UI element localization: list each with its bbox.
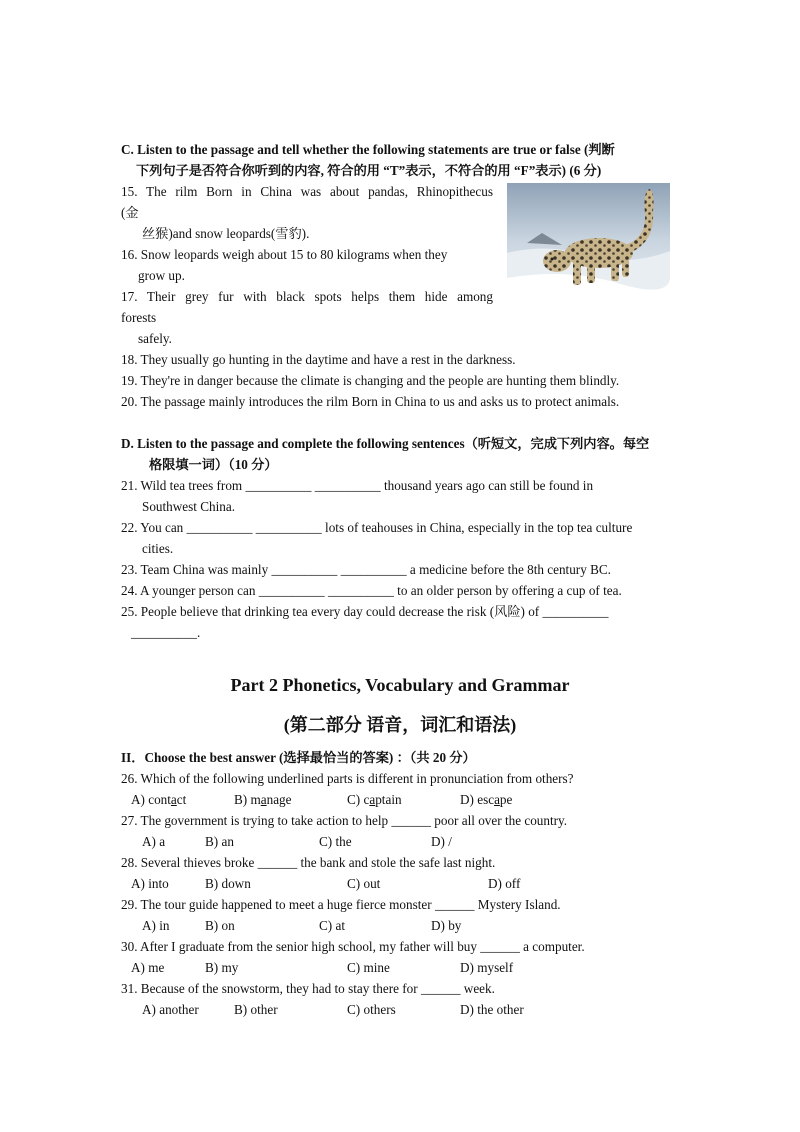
question-25-cont: __________. [131, 625, 201, 640]
q30-option-d: D) myself [460, 960, 514, 975]
question-15-cont: (金 [121, 205, 139, 220]
question-18: 18. They usually go hunting in the daytime and have a rest in the darkness. [121, 352, 516, 367]
part2-title-cn: (第二部分 语音，词汇和语法) [283, 715, 517, 735]
section-ii-heading: II．Choose the best answer (选择最恰当的答案) ：（共 20 分） [121, 750, 476, 765]
q27-option-a: A) a [142, 834, 166, 849]
question-17: 17. Their grey fur with black spots helps them hide among [121, 289, 493, 304]
question-28: 28. Several thieves broke ______ the bank and stole the safe last night. [121, 855, 496, 870]
q31-option-d: D) the other [460, 1002, 524, 1017]
q26-option-b: B) manage [234, 792, 292, 807]
q26-option-d: D) escape [460, 792, 513, 807]
q29-option-d: D) by [431, 918, 462, 933]
q26-option-a: A) contact [131, 792, 187, 807]
q29-option-b: B) on [205, 918, 235, 933]
q26-option-c: C) captain [347, 792, 402, 807]
question-24: 24. A younger person can __________ __________ to an older person by offering a cup of tea. [121, 583, 622, 598]
q27-option-d: D) / [431, 834, 452, 849]
section-c-heading-cn: 下列句子是否符合你听到的内容, 符合的用 “T”表示，不符合的用 “F”表示) (6 分) [136, 163, 602, 178]
section-d-heading: D. Listen to the passage and complete the following sentences（听短文，完成下列内容。每空 [121, 436, 650, 451]
q30-option-c: C) mine [347, 960, 390, 975]
question-21: 21. Wild tea trees from __________ __________ thousand years ago can still be found in [121, 478, 594, 493]
q29-option-a: A) in [142, 918, 170, 933]
q28-option-b: B) down [205, 876, 251, 891]
question-23: 23. Team China was mainly __________ __________ a medicine before the 8th century BC. [121, 562, 611, 577]
question-26: 26. Which of the following underlined parts is different in pronunciation from others? [121, 771, 574, 786]
question-27: 27. The government is trying to take action to help ______ poor all over the country. [121, 813, 568, 828]
q28-option-d: D) off [488, 876, 521, 891]
q30-option-b: B) my [205, 960, 239, 975]
q28-option-c: C) out [347, 876, 381, 891]
q27-option-b: B) an [205, 834, 234, 849]
q31-option-b: B) other [234, 1002, 278, 1017]
question-25: 25. People believe that drinking tea every day could decrease the risk (风险) of __________ [121, 604, 609, 619]
question-21-cont: Southwest China. [142, 499, 236, 514]
question-15-cont2: 丝猴)and snow leopards(雪豹). [142, 226, 310, 241]
snow-leopard-image [507, 183, 670, 306]
question-17-cont: forests [121, 310, 157, 325]
question-15: 15. The rilm Born in China was about pandas, Rhinopithecus [121, 184, 493, 199]
question-19: 19. They're in danger because the climate is changing and the people are hunting them blindly. [121, 373, 620, 388]
question-22-cont: cities. [142, 541, 174, 556]
q31-option-a: A) another [142, 1002, 199, 1017]
question-29: 29. The tour guide happened to meet a huge fierce monster ______ Mystery Island. [121, 897, 561, 912]
question-30: 30. After I graduate from the senior high school, my father will buy ______ a computer. [121, 939, 585, 954]
question-22: 22. You can __________ __________ lots of teahouses in China, especially in the top tea culture [121, 520, 633, 535]
q31-option-c: C) others [347, 1002, 396, 1017]
question-16-cont: grow up. [138, 268, 185, 283]
question-17-cont2: safely. [138, 331, 172, 346]
question-16: 16. Snow leopards weigh about 15 to 80 kilograms when they [121, 247, 448, 262]
section-d-heading-cn: 格限填一词）（10 分） [149, 457, 278, 472]
q29-option-c: C) at [319, 918, 346, 933]
section-c-heading: C. Listen to the passage and tell whether the following statements are true or false (判断 [121, 142, 615, 157]
part2-title: Part 2 Phonetics, Vocabulary and Grammar [230, 675, 570, 695]
question-31: 31. Because of the snowstorm, they had to stay there for ______ week. [121, 981, 495, 996]
q27-option-c: C) the [319, 834, 352, 849]
question-20: 20. The passage mainly introduces the rilm Born in China to us and asks us to protect animals. [121, 394, 620, 409]
q30-option-a: A) me [131, 960, 165, 975]
q28-option-a: A) into [131, 876, 169, 891]
